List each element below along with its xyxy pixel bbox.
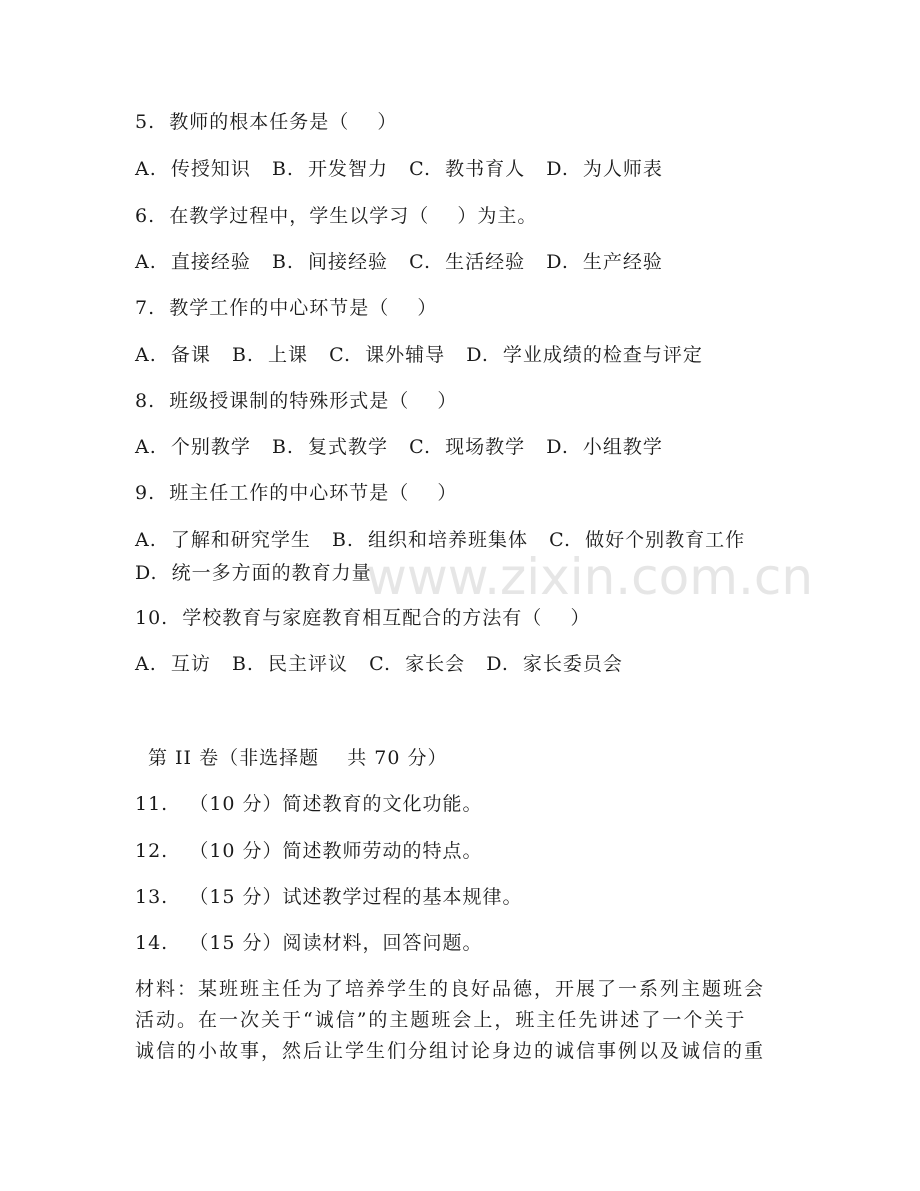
question-10-stem: 10. 学校教育与家庭教育相互配合的方法有（ ） bbox=[135, 607, 591, 629]
material-paragraph bbox=[135, 974, 775, 1067]
material-line: 诚信的小故事，然后让学生们分组讨论身边的诚信事例以及诚信的重 bbox=[135, 1040, 766, 1062]
section-title: 第 II 卷（非选择题 共 70 分） bbox=[148, 747, 448, 769]
material-line: 活动。在一次关于“诚信”的主题班会上，班主任先讲述了一个关于 bbox=[135, 1009, 747, 1031]
question-7-options: A. 备课 B. 上课 C. 课外辅导 D. 学业成绩的检查与评定 bbox=[135, 344, 703, 366]
question-6-options: A. 直接经验 B. 间接经验 C. 生活经验 D. 生产经验 bbox=[135, 251, 663, 273]
question-7-stem: 7. 教学工作的中心环节是（ ） bbox=[135, 297, 438, 319]
essay-question-12: 12. （10 分）简述教师劳动的特点。 bbox=[135, 840, 483, 862]
question-9-options-continued: D. 统一多方面的教育力量 bbox=[135, 562, 372, 584]
question-5-stem: 5. 教师的根本任务是（ ） bbox=[135, 111, 398, 133]
question-9-options: A. 了解和研究学生 B. 组织和培养班集体 C. 做好个别教育工作 bbox=[135, 529, 746, 551]
essay-question-11: 11. （10 分）简述教育的文化功能。 bbox=[135, 793, 483, 815]
question-9-stem: 9. 班主任工作的中心环节是（ ） bbox=[135, 482, 458, 504]
material-line: 材料：某班班主任为了培养学生的良好品德，开展了一系列主题班会 bbox=[135, 978, 766, 1000]
question-8-options: A. 个别教学 B. 复式教学 C. 现场教学 D. 小组教学 bbox=[135, 436, 663, 458]
watermark-text: www.zixin.com.cn bbox=[366, 548, 814, 606]
essay-question-13: 13. （15 分）试述教学过程的基本规律。 bbox=[135, 886, 523, 908]
question-6-stem: 6. 在教学过程中，学生以学习（ ）为主。 bbox=[135, 205, 538, 227]
question-5-options: A. 传授知识 B. 开发智力 C. 教书育人 D. 为人师表 bbox=[135, 158, 663, 180]
question-8-stem: 8. 班级授课制的特殊形式是（ ） bbox=[135, 390, 458, 412]
question-10-options: A. 互访 B. 民主评议 C. 家长会 D. 家长委员会 bbox=[135, 653, 623, 675]
essay-question-14: 14. （15 分）阅读材料，回答问题。 bbox=[135, 932, 483, 954]
